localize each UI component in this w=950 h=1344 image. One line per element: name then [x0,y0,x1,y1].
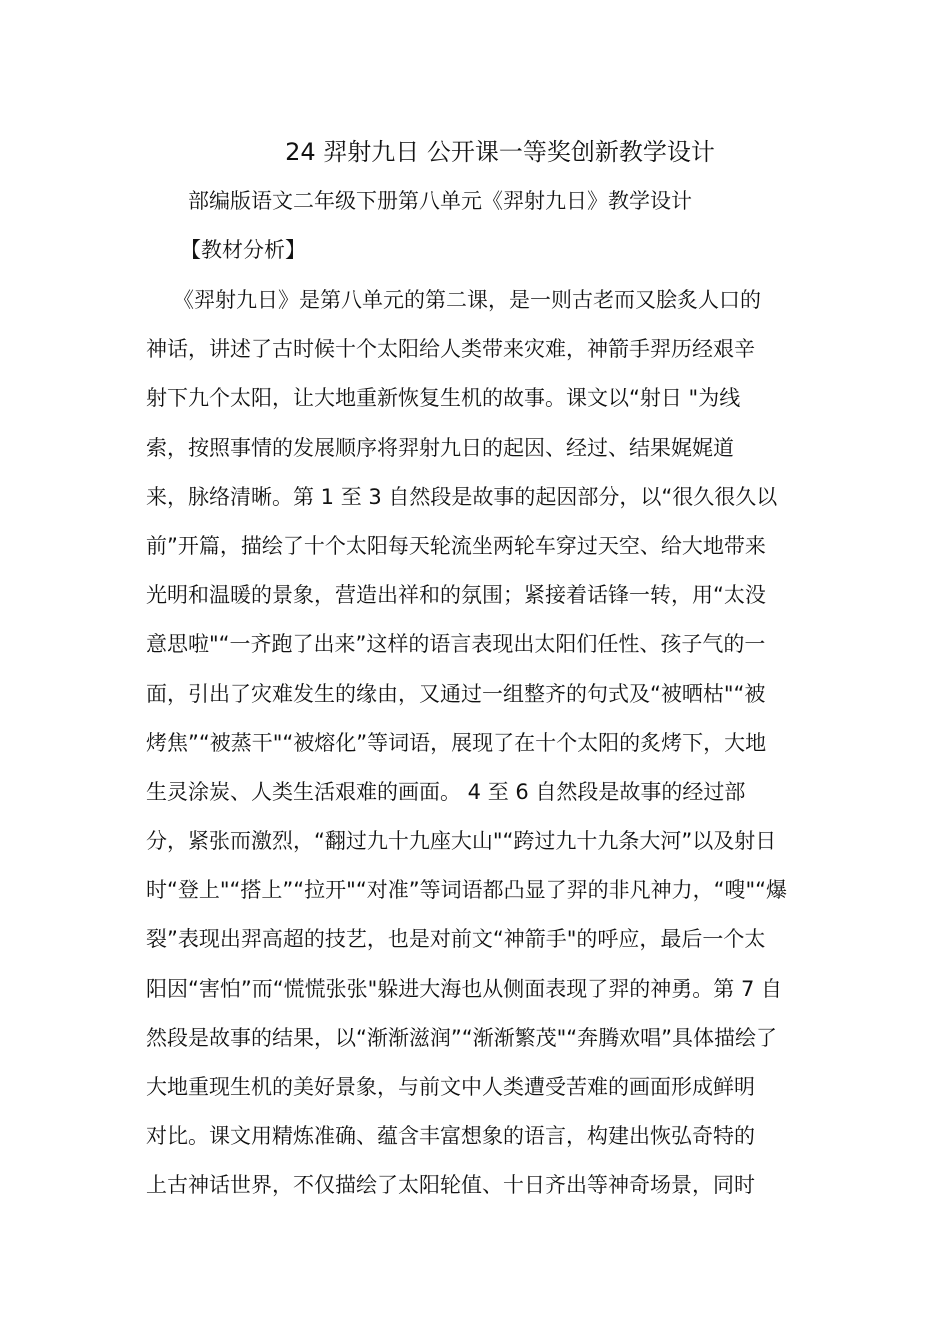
paragraph-line: 裂”表现出羿高超的技艺，也是对前文“神箭手"的呼应，最后一个太 [146,927,766,952]
paragraph-line: 索，按照事情的发展顺序将羿射九日的起因、经过、结果娓娓道 [146,435,734,460]
paragraph-line: 来，脉络清晰。第 1 至 3 自然段是故事的起因部分，以“很久很久以 [146,484,778,509]
paragraph-line: 面，引出了灾难发生的缘由，又通过一组整齐的句式及“被晒枯"“被 [146,681,766,706]
paragraph-line: 对比。课文用精炼准确、蕴含丰富想象的语言，构建出恢弘奇特的 [146,1124,755,1149]
body-paragraph [146,276,806,1211]
paragraph-line: 分，紧张而激烈，“翻过九十九座大山"“跨过九十九条大河”以及射日 [146,829,777,854]
paragraph-line: 上古神话世界，不仅描绘了太阳轮值、十日齐出等神奇场景，同时 [146,1173,755,1198]
paragraph-line: 然段是故事的结果，以“渐渐滋润”“渐渐繁茂"“奔腾欢唱”具体描绘了 [146,1025,778,1050]
paragraph-line: 神话，讲述了古时候十个太阳给人类带来灾难，神箭手羿历经艰辛 [146,337,755,362]
paragraph-line: 意思啦"“一齐跑了出来”这样的语言表现出太阳们任性、孩子气的一 [146,632,766,657]
section-heading: 【教材分析】 [180,238,306,262]
paragraph-line: 烤焦”“被蒸干"“被熔化”等词语，展现了在十个太阳的炙烤下，大地 [146,730,767,755]
paragraph-line: 光明和温暖的景象，营造出祥和的氛围；紧接着话锋一转，用“太没 [146,583,766,608]
document-title: 24 羿射九日 公开课一等奖创新教学设计 [285,138,715,166]
paragraph-line: 射下九个太阳，让大地重新恢复生机的故事。课文以“射日 "为线 [146,386,741,411]
paragraph-line: 阳因“害怕”而“慌慌张张"躲进大海也从侧面表现了羿的神勇。第 7 自 [146,976,783,1001]
paragraph-line: 《羿射九日》是第八单元的第二课，是一则古老而又脍炙人口的 [173,288,761,312]
paragraph-line: 前”开篇，描绘了十个太阳每天轮流坐两轮车穿过天空、给大地带来 [146,533,766,558]
document-subtitle: 部编版语文二年级下册第八单元《羿射九日》教学设计 [188,189,692,213]
paragraph-line: 时“登上"“搭上”“拉开"“对准”等词语都凸显了羿的非凡神力，“嗖"“爆 [146,878,788,903]
paragraph-line: 生灵涂炭、人类生活艰难的画面。 4 至 6 自然段是故事的经过部 [146,779,746,804]
paragraph-line: 大地重现生机的美好景象，与前文中人类遭受苦难的画面形成鲜明 [146,1075,755,1099]
